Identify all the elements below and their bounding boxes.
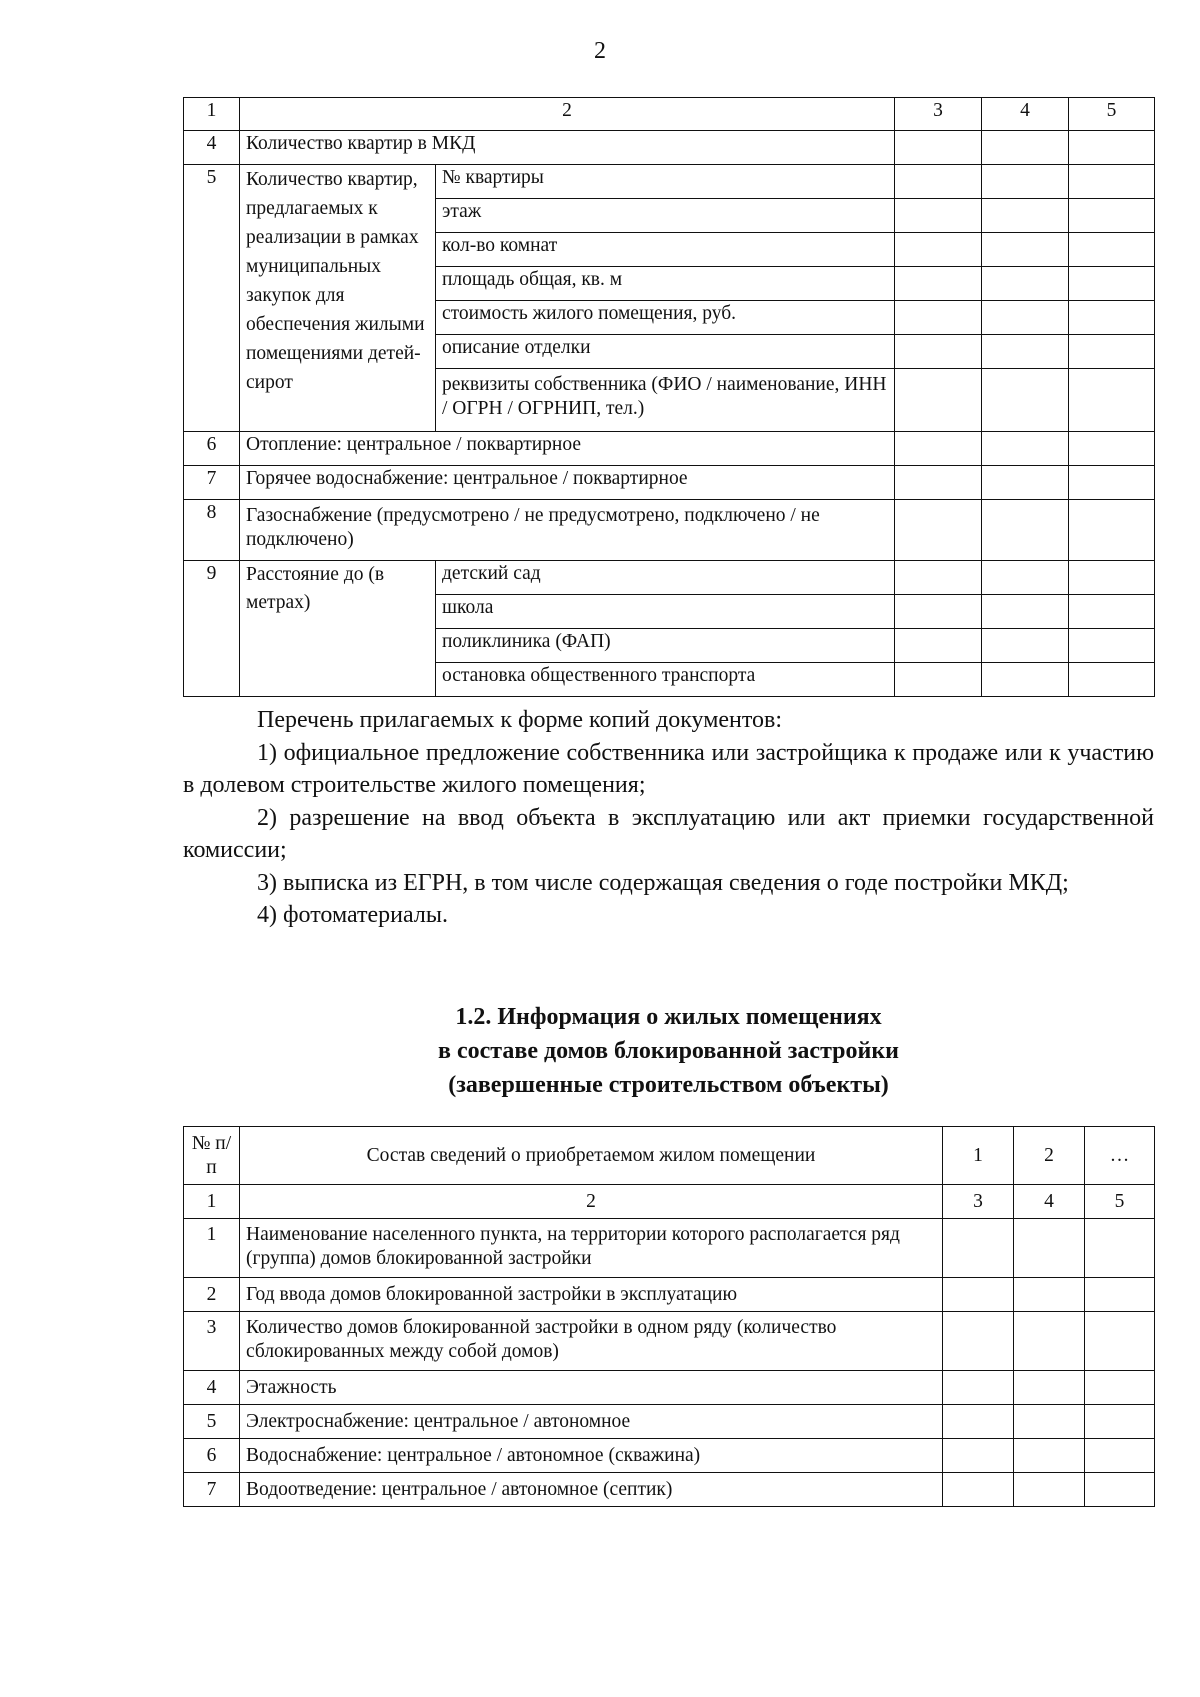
page-number: 2 xyxy=(594,38,606,64)
row-label: Отопление: центральное / поквартирное xyxy=(240,432,895,466)
sub-item: этаж xyxy=(436,199,895,233)
table-row xyxy=(184,561,1155,595)
table-row xyxy=(184,1473,1155,1507)
section-heading-line: в составе домов блокированной застройки xyxy=(438,1038,899,1064)
row-number: 8 xyxy=(184,500,240,561)
row-number: 4 xyxy=(184,1371,240,1405)
sub-item: стоимость жилого помещения, руб. xyxy=(436,301,895,335)
row-label: Водоотведение: центральное / автономное (септик) xyxy=(240,1473,943,1507)
list-item: 2) разрешение на ввод объекта в эксплуатацию или акт приемки государственной комиссии; xyxy=(183,804,1154,863)
table-row xyxy=(184,1219,1155,1278)
column-header: 1 xyxy=(943,1127,1014,1185)
table-header-row xyxy=(184,98,1155,131)
table-row xyxy=(184,466,1155,500)
table-row xyxy=(184,432,1155,466)
blocked-houses-table xyxy=(183,1126,1155,1507)
row-label: Горячее водоснабжение: центральное / поквартирное xyxy=(240,466,895,500)
row-number: 2 xyxy=(184,1278,240,1312)
row-number: 5 xyxy=(184,165,240,432)
table-row xyxy=(184,1439,1155,1473)
row-number: 3 xyxy=(184,1312,240,1371)
sub-item: остановка общественного транспорта xyxy=(436,663,895,697)
table-row xyxy=(184,1278,1155,1312)
column-header: 1 xyxy=(184,98,240,131)
section-heading-line: 1.2. Информация о жилых помещениях xyxy=(455,1004,882,1030)
row-number: 7 xyxy=(184,1473,240,1507)
apartment-info-table xyxy=(183,97,1155,697)
column-header: № п/п xyxy=(184,1127,240,1185)
list-item: 3) выписка из ЕГРН, в том числе содержащая сведения о годе постройки МКД; xyxy=(257,869,1069,896)
row-label: Этажность xyxy=(240,1371,943,1405)
list-item: 4) фотоматериалы. xyxy=(257,902,448,928)
section-heading xyxy=(183,1000,1154,1102)
row-label: Газоснабжение (предусмотрено / не предусмотрено, подключено / не подключено) xyxy=(240,500,895,561)
row-label: Наименование населенного пункта, на территории которого располагается ряд (группа) домов блокированной застройки xyxy=(240,1219,943,1278)
table-row xyxy=(184,1371,1155,1405)
row-number: 1 xyxy=(184,1219,240,1278)
column-header: Состав сведений о приобретаемом жилом помещении xyxy=(240,1127,943,1185)
sub-item: кол-во комнат xyxy=(436,233,895,267)
row-label: Год ввода домов блокированной застройки в эксплуатацию xyxy=(240,1278,943,1312)
row-number: 7 xyxy=(184,466,240,500)
row-number: 4 xyxy=(184,131,240,165)
table-row xyxy=(184,165,1155,199)
sub-item: площадь общая, кв. м xyxy=(436,267,895,301)
row-label: Количество квартир, предлагаемых к реализации в рамках муниципальных закупок для обеспечения жилыми помещениями детей-сирот xyxy=(240,165,436,432)
table-row xyxy=(184,131,1155,165)
sub-item: поликлиника (ФАП) xyxy=(436,629,895,663)
row-label: Количество квартир в МКД xyxy=(240,131,895,165)
row-label: Расстояние до (в метрах) xyxy=(240,561,436,697)
column-header: 2 xyxy=(240,98,895,131)
row-number: 9 xyxy=(184,561,240,697)
list-item: 1) официальное предложение собственника или застройщика к продаже или к участию в долевом строительстве жилого помещения; xyxy=(183,739,1154,798)
table-row xyxy=(184,500,1155,561)
sub-item: описание отделки xyxy=(436,335,895,369)
column-header: 5 xyxy=(1069,98,1155,131)
table-row xyxy=(184,1405,1155,1439)
row-number: 6 xyxy=(184,432,240,466)
list-intro: Перечень прилагаемых к форме копий документов: xyxy=(257,707,783,733)
section-heading-line: (завершенные строительством объекты) xyxy=(448,1072,889,1098)
sub-item: детский сад xyxy=(436,561,895,595)
table-header-row xyxy=(184,1127,1155,1185)
column-header: … xyxy=(1085,1127,1155,1185)
row-label: Электроснабжение: центральное / автономное xyxy=(240,1405,943,1439)
row-label: Водоснабжение: центральное / автономное (скважина) xyxy=(240,1439,943,1473)
column-header: 3 xyxy=(895,98,982,131)
row-number: 6 xyxy=(184,1439,240,1473)
column-header: 4 xyxy=(982,98,1069,131)
row-label: Количество домов блокированной застройки в одном ряду (количество сблокированных между собой домов) xyxy=(240,1312,943,1371)
row-number: 5 xyxy=(184,1405,240,1439)
sub-item: реквизиты собственника (ФИО / наименование, ИНН / ОГРН / ОГРНИП, тел.) xyxy=(436,369,895,432)
sub-item: школа xyxy=(436,595,895,629)
table-row xyxy=(184,1312,1155,1371)
sub-item: № квартиры xyxy=(436,165,895,199)
column-header: 2 xyxy=(1014,1127,1085,1185)
table-index-row: 1 2 3 4 5 xyxy=(184,1185,1155,1219)
documents-list xyxy=(183,704,1154,932)
